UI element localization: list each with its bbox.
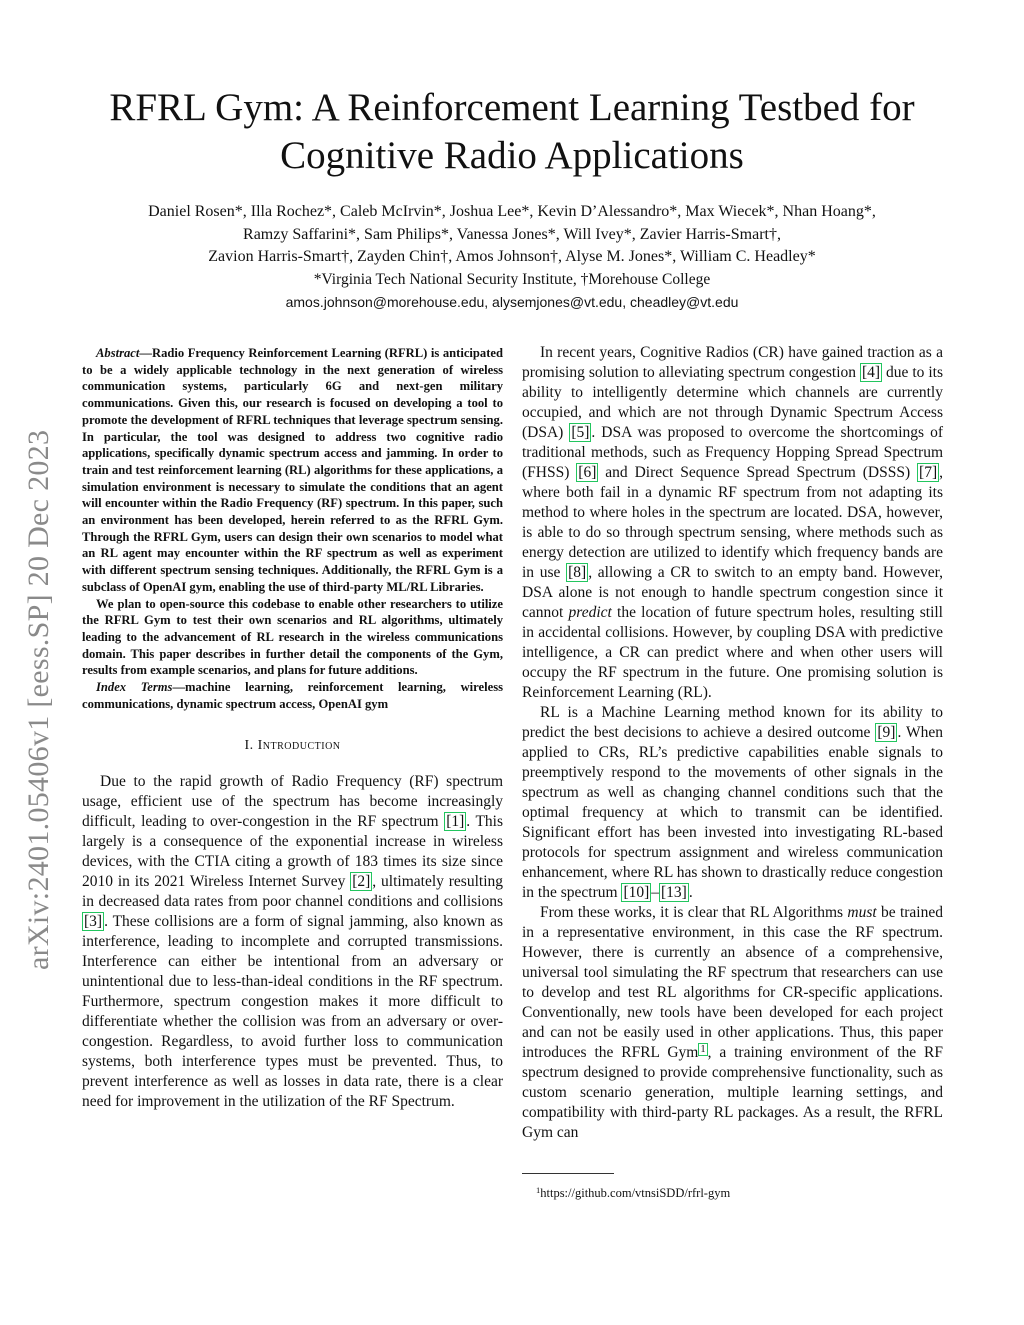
intro-paragraph-1: Due to the rapid growth of Radio Frequency (RF) spectrum usage, efficient use of the spectrum has become increasingly difficult, leading to over-congestion in the RF spectrum [1] . This largely is a consequence of the exponential increase in wireless devices, with the CTIA citing a growth of 183 times its size since 2010 in its 2021 Wireless Internet Survey [2] , ultimately resulting in decreased data rates from poor channel conditions and collisions [3] . These collisions are a form of signal jamming, also known as interference, leading to incomplete and corrupted transmissions. Interference can either be intentional from an adversary or unintentional due to less-than-ideal conditions in the RF spectrum. Furthermore, spectrum congestion makes it more difficult to differentiate whether the collision was from an adversary or over-congestion. Regardless, to avoid further loss to communication systems, both interference types must be prevented. Thus, to prevent interference as well as losses in data rate, there is a clear need for improvement in the utilization of the RF Spectrum. xyxy=(82,773,504,1111)
footnote-marker-link[interactable]: 1 xyxy=(700,1043,706,1055)
citation-link[interactable]: [13] xyxy=(661,884,687,901)
title-line-2: Cognitive Radio Applications xyxy=(280,134,744,177)
footnote xyxy=(536,1186,730,1201)
section-heading: I. Introduction xyxy=(244,738,341,754)
paper-title xyxy=(60,84,964,180)
abstract-label: Abstract xyxy=(96,346,140,360)
author-line-2: Ramzy Saffarini*, Sam Philips*, Vanessa Jones*, Will Ivey*, Zavier Harris-Smart†, xyxy=(243,225,781,243)
author-block xyxy=(60,201,964,314)
intro-left-text xyxy=(82,772,503,1112)
intro-right-text xyxy=(522,343,943,1143)
citation-link[interactable]: [4] xyxy=(861,364,881,381)
citation-link[interactable]: [7] xyxy=(919,464,938,481)
author-line-3: Zavion Harris-Smart†, Zayden Chin†, Amos Johnson†, Alyse M. Jones*, William C. Headley* xyxy=(208,248,816,265)
citation-link[interactable]: [5] xyxy=(571,424,590,441)
affiliation: *Virginia Tech National Security Institute, †Morehouse College xyxy=(313,270,711,288)
abstract-text: —Radio Frequency Reinforcement Learning (RFRL) is anticipated to be a widely applicable technology in the next generation of wireless communication systems, particularly 6G and next-gen military communications. Given this, our research is focused on developing a tool to promote the development of RFRL techniques that leverage spectrum sensing. In particular, the tool was designed to address two cognitive radio applications, specifically dynamic spectrum access and jamming. In order to train and test reinforcement learning (RL) algorithms for these applications, a simulation environment is necessary to simulate the conditions that an agent will encounter within the Radio Frequency (RF) spectrum. In this paper, such an environment has been developed, herein referred to as the RFRL Gym. Through the RFRL Gym, users can design their own scenarios to model what an RL agent may encounter within the RF spectrum as well as experiment with different spectrum sensing techniques. Additionally, the RFRL Gym is a subclass of OpenAI gym, enabling the use of third-party ML/RL Libraries. xyxy=(82,346,503,594)
citation-link[interactable]: [9] xyxy=(877,724,896,741)
right-column xyxy=(522,343,943,1143)
title-line-1: RFRL Gym: A Reinforcement Learning Testbed for xyxy=(109,86,915,129)
citation-link[interactable]: [6] xyxy=(578,464,597,481)
index-terms-label: Index Terms xyxy=(96,680,173,695)
citation-link[interactable]: [3] xyxy=(84,913,103,931)
intro-paragraph-4: From these works, it is clear that RL Algorithms must be trained in a representative environment, in this case the RF spectrum. However, there is currently an absence of a comprehensive, universal tool simulating the RF spectrum that researchers can use to develop and test RL algorithms for CR-specific applications. Conventionally, new tools have been developed for each project and can not be easily used in other applications. Thus, this paper introduces the RFRL Gym $^1$ , a training environment of the RF spectrum designed to provide comprehensive functionality, such as custom scenario generation, multiple learning settings, and compatibility with third-party RL packages. As a result, the RFRL Gym can xyxy=(522,904,943,1141)
footnote-number: 1 xyxy=(536,1184,541,1195)
abstract-paragraph-1 xyxy=(82,345,503,596)
index-terms-text: —machine learning, reinforcement learning, wireless communications, dynamic spectrum access, OpenAI gym xyxy=(82,680,504,711)
index-terms xyxy=(82,679,503,712)
arxiv-stamp: arXiv:2401.05406v1 [eess.SP] 20 Dec 2023 xyxy=(22,429,55,970)
emphasis-predict: predict xyxy=(568,604,612,621)
citation-link[interactable]: [1] xyxy=(446,813,465,831)
author-line-1: Daniel Rosen*, Illa Rochez*, Caleb McIrvin*, Joshua Lee*, Kevin D’Alessandro*, Max Wiecek*, Nhan Hoang*, xyxy=(148,203,876,220)
footnote-rule xyxy=(522,1173,614,1174)
citation-link[interactable]: [10] xyxy=(623,884,650,901)
emphasis-must: must xyxy=(847,904,877,921)
intro-paragraph-2: In recent years, Cognitive Radios (CR) have gained traction as a promising solution to alleviating spectrum congestion [4] due to its ability to intelligently determine which channels are currently occupied, and which are not through Dynamic Spectrum Access (DSA) [5] . DSA was proposed to overcome the shortcomings of traditional methods, such as Frequency Hopping Spread Spectrum (FHSS) [6] and Direct Sequence Spread Spectrum (DSSS) [7] , where both fail in a dynamic RF spectrum from not adapting its method to where holes in the spectrum are located. DSA, however, is able to do so through spectrum sensing, where methods such as energy detection are utilized to identify which frequency bands are in use [8] , allowing a CR to switch to an empty band. However, DSA alone is not enough to handle spectrum congestion since it cannot predict the location of future spectrum holes, resulting still in accidental collisions. However, by coupling DSA with predictive intelligence, a CR can predict where and when other users will occupy the RF spectrum in the future. One promising solution is Reinforcement Learning (RL). xyxy=(522,344,943,701)
github-link[interactable]: https://github.com/vtnsiSDD/rfrl-gym xyxy=(540,1186,731,1200)
citation-link[interactable]: [2] xyxy=(352,873,371,891)
intro-paragraph-3: RL is a Machine Learning method known for its ability to predict the best decisions to achieve a desired outcome [9] . When applied to CRs, RL’s predictive capabilities enable signals to preemptively respond to the movements of other signals in the spectrum as well as changing channel conditions such that the optimal frequency at which to transmit can be identified. Significant effort has been invested into investigating RL-based protocols for spectrum assignment and wireless communication enhancement, where RL has shown to drastically reduce congestion in the spectrum [10] – [13] . xyxy=(522,704,943,901)
left-column xyxy=(82,345,503,1112)
abstract xyxy=(82,345,503,712)
author-emails: amos.johnson@morehouse.edu, alysemjones@vt.edu, cheadley@vt.edu xyxy=(285,294,739,310)
citation-link[interactable]: [8] xyxy=(568,564,587,581)
abstract-paragraph-2: We plan to open-source this codebase to enable other researchers to utilize the RFRL Gym to test their own scenarios and RL algorithms, ultimately leading to the advancement of RL research in the wireless communications domain. This paper describes in further detail the components of the Gym, results from example scenarios, and plans for future additions. xyxy=(82,596,503,678)
